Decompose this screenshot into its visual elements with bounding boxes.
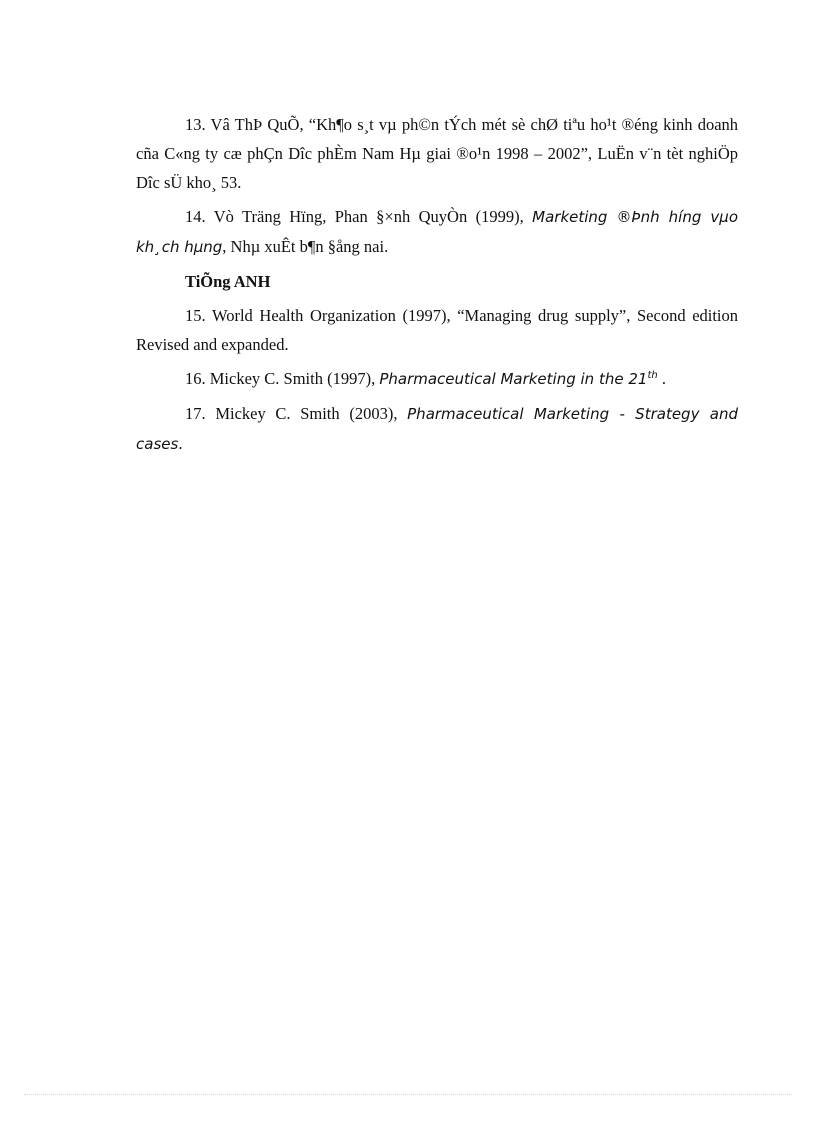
reference-title: Marketing ®Þnh híng vµo kh¸ch hµng bbox=[136, 208, 739, 256]
reference-author: Vâ ThÞ QuÕ, bbox=[210, 115, 304, 134]
reference-number: 15. bbox=[185, 306, 206, 325]
reference-details: Second edition Revised and expanded. bbox=[136, 306, 739, 354]
reference-title: Pharmaceutical Marketing - Strategy and cases bbox=[136, 405, 739, 453]
reference-item-15 bbox=[136, 301, 738, 359]
reference-author: Mickey C. Smith (2003), bbox=[215, 404, 398, 423]
reference-author: Vò Träng Hïng, Phan §×nh QuyÒn (1999), bbox=[213, 207, 524, 226]
reference-title bbox=[379, 370, 657, 388]
reference-title: “Managing drug supply”, bbox=[457, 306, 631, 325]
reference-number: 14. bbox=[185, 207, 206, 226]
reference-item-13 bbox=[136, 110, 738, 197]
reference-number: 16. bbox=[185, 369, 206, 388]
document-page bbox=[136, 110, 738, 464]
reference-title: “Kh¶o s¸t vµ ph©n tÝch mét sè chØ tiªu ho¹t ®éng kinh doanh cña C«ng ty cæ phÇn Dîc phÈm Nam Hµ giai ®o¹n 1998 – 2002” bbox=[136, 115, 739, 163]
reference-details: , Nhµ xuÊt b¶n §ång nai. bbox=[222, 237, 389, 256]
reference-item-14 bbox=[136, 202, 738, 262]
reference-details: . bbox=[657, 369, 666, 388]
reference-item-17 bbox=[136, 399, 738, 459]
reference-details: . bbox=[178, 434, 183, 453]
page-footer-divider bbox=[24, 1094, 792, 1095]
section-heading-english: TiÕng ANH bbox=[185, 272, 271, 291]
reference-number: 17. bbox=[185, 404, 206, 423]
reference-author: Mickey C. Smith (1997), bbox=[209, 369, 376, 388]
reference-item-16 bbox=[136, 364, 738, 394]
reference-author: World Health Organization (1997), bbox=[211, 306, 451, 325]
reference-number: 13. bbox=[185, 115, 206, 134]
reference-details: , LuËn v¨n tèt nghiÖp Dîc sÜ kho¸ 53. bbox=[136, 144, 738, 192]
reference-title-superscript: th bbox=[647, 370, 658, 381]
reference-title-text: Pharmaceutical Marketing in the 21 bbox=[379, 370, 648, 388]
